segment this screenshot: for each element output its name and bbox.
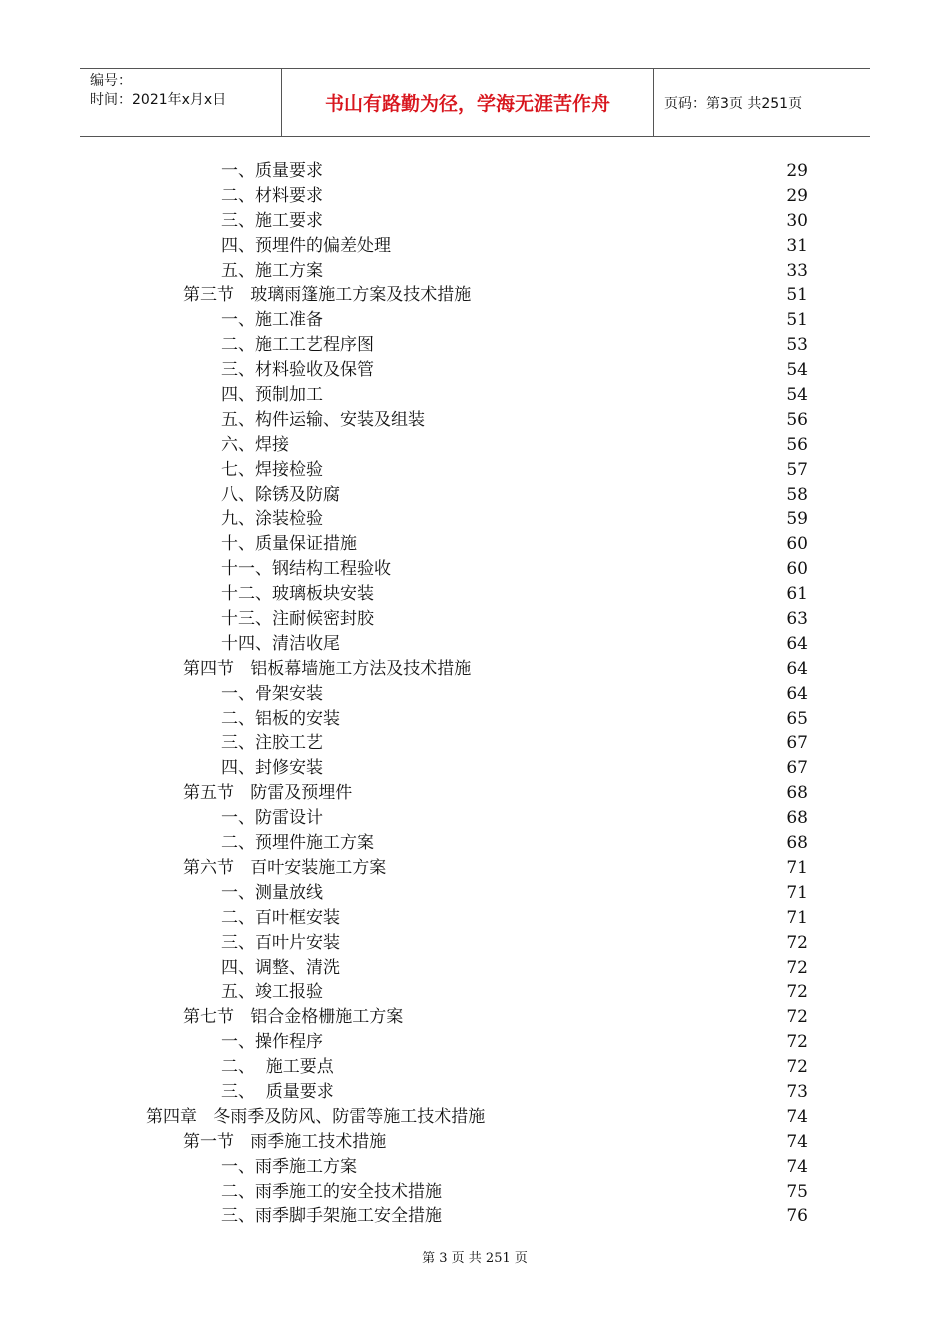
toc-entry-title: 第七节 铝合金格栅施工方案	[183, 1007, 404, 1028]
toc-entry	[0, 1130, 950, 1155]
toc-entry-page: 61	[786, 584, 808, 605]
toc-entry-title: 六、焊接	[221, 434, 289, 455]
toc-entry	[0, 1180, 950, 1205]
toc-entry-page: 72	[786, 957, 808, 978]
toc-entry	[0, 956, 950, 981]
toc-entry	[0, 1030, 950, 1055]
toc-entry-title: 十四、清洁收尾	[221, 633, 340, 654]
toc-entry	[0, 731, 950, 756]
toc-entry-title: 二、材料要求	[221, 185, 323, 206]
toc-entry-page: 74	[786, 1106, 808, 1127]
toc-entry-title: 二、百叶框安装	[221, 907, 340, 928]
toc-entry-page: 30	[786, 210, 808, 231]
toc-entry-page: 63	[786, 609, 808, 630]
toc-entry-page: 33	[786, 260, 808, 281]
toc-entry	[0, 507, 950, 532]
toc-entry-title: 四、预制加工	[221, 385, 323, 406]
toc-entry	[0, 682, 950, 707]
toc-entry	[0, 308, 950, 333]
toc-entry-title: 一、测量放线	[221, 882, 323, 903]
toc-entry-title: 三、雨季脚手架施工安全措施	[221, 1206, 442, 1227]
toc-entry-page: 54	[786, 360, 808, 381]
toc-entry	[0, 209, 950, 234]
toc-entry-title: 二、 施工要点	[221, 1057, 334, 1078]
toc-entry-title: 一、施工准备	[221, 310, 323, 331]
toc-entry-title: 四、预埋件的偏差处理	[221, 235, 391, 256]
toc-entry-title: 十三、注耐候密封胶	[221, 609, 374, 630]
toc-entry-page: 64	[786, 683, 808, 704]
toc-entry	[0, 283, 950, 308]
toc-entry	[0, 856, 950, 881]
toc-entry-page: 29	[786, 185, 808, 206]
toc-entry	[0, 1155, 950, 1180]
toc-entry-title: 第四章 冬雨季及防风、防雷等施工技术措施	[146, 1106, 486, 1127]
toc-entry-title: 第六节 百叶安装施工方案	[183, 857, 387, 878]
toc-entry	[0, 159, 950, 184]
toc-entry-page: 53	[786, 335, 808, 356]
toc-entry-title: 一、质量要求	[221, 161, 323, 181]
toc-entry-page: 68	[786, 808, 808, 829]
toc-entry-title: 五、施工方案	[221, 260, 323, 281]
page-header	[80, 68, 870, 137]
toc-entry	[0, 657, 950, 682]
toc-entry-page: 56	[786, 409, 808, 430]
toc-entry-page: 71	[786, 907, 808, 928]
toc-entry-title: 四、调整、清洗	[221, 957, 340, 978]
toc-entry-page: 31	[786, 235, 808, 256]
toc-entry-page: 58	[786, 484, 808, 505]
toc-entry-page: 74	[786, 1156, 808, 1177]
toc-entry-title: 十二、玻璃板块安装	[221, 584, 374, 605]
toc-entry-page: 60	[786, 559, 808, 580]
page-footer: 第 3 页 共 251 页	[422, 1251, 528, 1266]
toc-entry	[0, 1005, 950, 1030]
toc-entry-page: 76	[786, 1206, 808, 1227]
table-of-contents	[0, 159, 950, 1229]
toc-entry	[0, 756, 950, 781]
toc-entry	[0, 707, 950, 732]
toc-entry	[0, 607, 950, 632]
toc-entry-title: 八、除锈及防腐	[221, 484, 340, 505]
toc-entry	[0, 881, 950, 906]
toc-entry-page: 65	[786, 708, 808, 729]
toc-entry-title: 二、雨季施工的安全技术措施	[221, 1181, 442, 1202]
toc-entry-page: 54	[786, 385, 808, 406]
toc-entry-page: 72	[786, 1007, 808, 1028]
toc-entry-title: 三、材料验收及保管	[221, 360, 374, 381]
toc-entry-page: 68	[786, 783, 808, 804]
toc-entry	[0, 358, 950, 383]
toc-entry-page: 59	[786, 509, 808, 530]
header-meta	[80, 69, 282, 136]
toc-entry-page: 72	[786, 1057, 808, 1078]
toc-entry	[0, 234, 950, 259]
toc-entry	[0, 1204, 950, 1229]
toc-entry-title: 一、骨架安装	[221, 683, 323, 704]
toc-entry-title: 五、竣工报验	[221, 982, 323, 1003]
toc-entry-page: 71	[786, 882, 808, 903]
toc-entry-title: 三、施工要求	[221, 210, 323, 231]
toc-entry-title: 二、预埋件施工方案	[221, 833, 374, 854]
toc-entry-title: 一、雨季施工方案	[221, 1156, 357, 1177]
toc-entry-title: 十一、钢结构工程验收	[221, 559, 391, 580]
toc-entry-title: 一、操作程序	[221, 1032, 323, 1053]
toc-entry	[0, 806, 950, 831]
toc-entry-title: 三、百叶片安装	[221, 932, 340, 953]
toc-entry-page: 72	[786, 982, 808, 1003]
toc-entry	[0, 906, 950, 931]
toc-entry-page: 64	[786, 633, 808, 654]
toc-entry-title: 四、封修安装	[221, 758, 323, 779]
toc-entry-title: 五、构件运输、安装及组装	[221, 409, 425, 430]
toc-entry-title: 二、施工工艺程序图	[221, 335, 374, 356]
toc-entry-title: 二、铝板的安装	[221, 708, 340, 729]
toc-entry-title: 第三节 玻璃雨篷施工方案及技术措施	[183, 285, 472, 306]
toc-entry-page: 64	[786, 658, 808, 679]
toc-entry-title: 九、涂装检验	[221, 509, 323, 530]
toc-entry	[0, 831, 950, 856]
toc-entry-page: 71	[786, 857, 808, 878]
toc-entry	[0, 1080, 950, 1105]
toc-entry-title: 一、防雷设计	[221, 808, 323, 829]
toc-entry-page: 60	[786, 534, 808, 555]
toc-entry	[0, 433, 950, 458]
time-label: 时间：2021年x月x日	[90, 92, 227, 108]
toc-entry-title: 第一节 雨季施工技术措施	[183, 1131, 387, 1152]
toc-entry-page: 51	[786, 285, 808, 306]
number-label: 编号：	[90, 73, 132, 89]
toc-entry	[0, 483, 950, 508]
toc-entry-page: 73	[786, 1081, 808, 1102]
toc-entry	[0, 408, 950, 433]
toc-entry-page: 57	[786, 459, 808, 480]
toc-entry	[0, 383, 950, 408]
toc-entry-page: 68	[786, 833, 808, 854]
toc-entry	[0, 532, 950, 557]
toc-entry-title: 第四节 铝板幕墙施工方法及技术措施	[183, 658, 472, 679]
header-page-info: 页码：第3页 共251页	[664, 95, 803, 112]
toc-entry-page: 29	[786, 161, 808, 181]
toc-entry-page: 51	[786, 310, 808, 331]
toc-entry-page: 72	[786, 932, 808, 953]
toc-entry-title: 第五节 防雷及预埋件	[183, 783, 353, 804]
toc-entry	[0, 1055, 950, 1080]
toc-entry-page: 67	[786, 758, 808, 779]
toc-entry-title: 七、焊接检验	[221, 459, 323, 480]
toc-entry	[0, 557, 950, 582]
toc-entry-page: 67	[786, 733, 808, 754]
toc-entry	[0, 781, 950, 806]
toc-entry	[0, 1105, 950, 1130]
toc-entry-page: 74	[786, 1131, 808, 1152]
toc-entry	[0, 259, 950, 284]
toc-entry-page: 72	[786, 1032, 808, 1053]
toc-entry	[0, 458, 950, 483]
toc-entry-page: 75	[786, 1181, 808, 1202]
header-slogan: 书山有路勤为径，学海无涯苦作舟	[282, 69, 654, 136]
toc-entry-page: 56	[786, 434, 808, 455]
toc-entry	[0, 980, 950, 1005]
toc-entry	[0, 582, 950, 607]
toc-entry	[0, 333, 950, 358]
toc-entry-title: 三、注胶工艺	[221, 733, 323, 754]
toc-entry	[0, 632, 950, 657]
toc-entry-title: 三、 质量要求	[221, 1081, 334, 1102]
toc-entry	[0, 931, 950, 956]
toc-entry	[0, 184, 950, 209]
toc-entry-title: 十、质量保证措施	[221, 534, 357, 555]
